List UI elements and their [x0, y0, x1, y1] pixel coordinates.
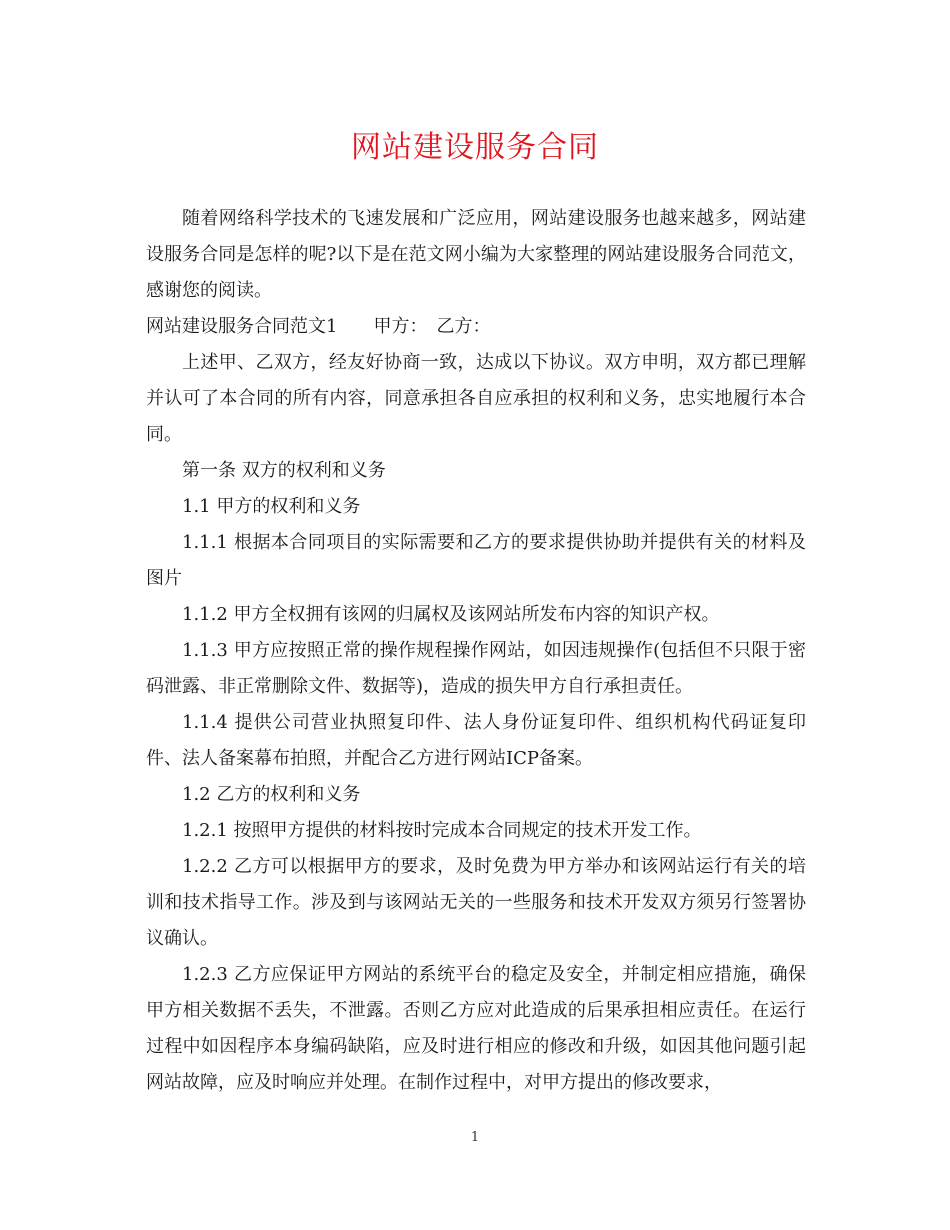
paragraph: 上述甲、乙双方，经友好协商一致，达成以下协议。双方申明，双方都已理解并认可了本合同的所有内容，同意承担各自应承担的权利和义务，忠实地履行本合同。	[146, 352, 806, 445]
section-heading: 第一条 双方的权利和义务	[182, 460, 386, 481]
clause: 1.1.3 甲方应按照正常的操作规程操作网站，如因违规操作(包括但不只限于密码泄露、非正常删除文件、数据等)，造成的损失甲方自行承担责任。	[146, 640, 806, 697]
clause: 1.1.1 根据本合同项目的实际需要和乙方的要求提供协助并提供有关的材料及图片	[146, 532, 806, 589]
clause: 1.1.2 甲方全权拥有该网的归属权及该网站所发布内容的知识产权。	[182, 604, 720, 625]
page-number: 1	[470, 1130, 480, 1145]
document-body	[146, 201, 806, 1101]
document-title: 网站建设服务合同	[351, 130, 599, 165]
clause: 1.2.3 乙方应保证甲方网站的系统平台的稳定及安全，并制定相应措施，确保甲方相关数据不丢失，不泄露。否则乙方应对此造成的后果承担相应责任。在运行过程中如因程序本身编码缺陷，应及时进行相应的修改和升级，如因其他问题引起网站故障，应及时响应并处理。在制作过程中，对甲方提出的修改要求，	[146, 964, 806, 1093]
clause: 1.2.1 按照甲方提供的材料按时完成本合同规定的技术开发工作。	[182, 820, 702, 841]
clause: 1.1.4 提供公司营业执照复印件、法人身份证复印件、组织机构代码证复印件、法人备案幕布拍照，并配合乙方进行网站ICP备案。	[146, 712, 806, 769]
clause: 1.2.2 乙方可以根据甲方的要求，及时免费为甲方举办和该网站运行有关的培训和技术指导工作。涉及到与该网站无关的一些服务和技术开发双方须另行签署协议确认。	[146, 856, 806, 949]
subsection-heading: 1.2 乙方的权利和义务	[182, 784, 361, 805]
paragraph: 随着网络科学技术的飞速发展和广泛应用，网站建设服务也越来越多，网站建设服务合同是怎样的呢?以下是在范文网小编为大家整理的网站建设服务合同范文，感谢您的阅读。	[146, 208, 806, 301]
subsection-heading: 1.1 甲方的权利和义务	[182, 496, 361, 517]
paragraph: 网站建设服务合同范文1 甲方： 乙方：	[146, 316, 491, 337]
